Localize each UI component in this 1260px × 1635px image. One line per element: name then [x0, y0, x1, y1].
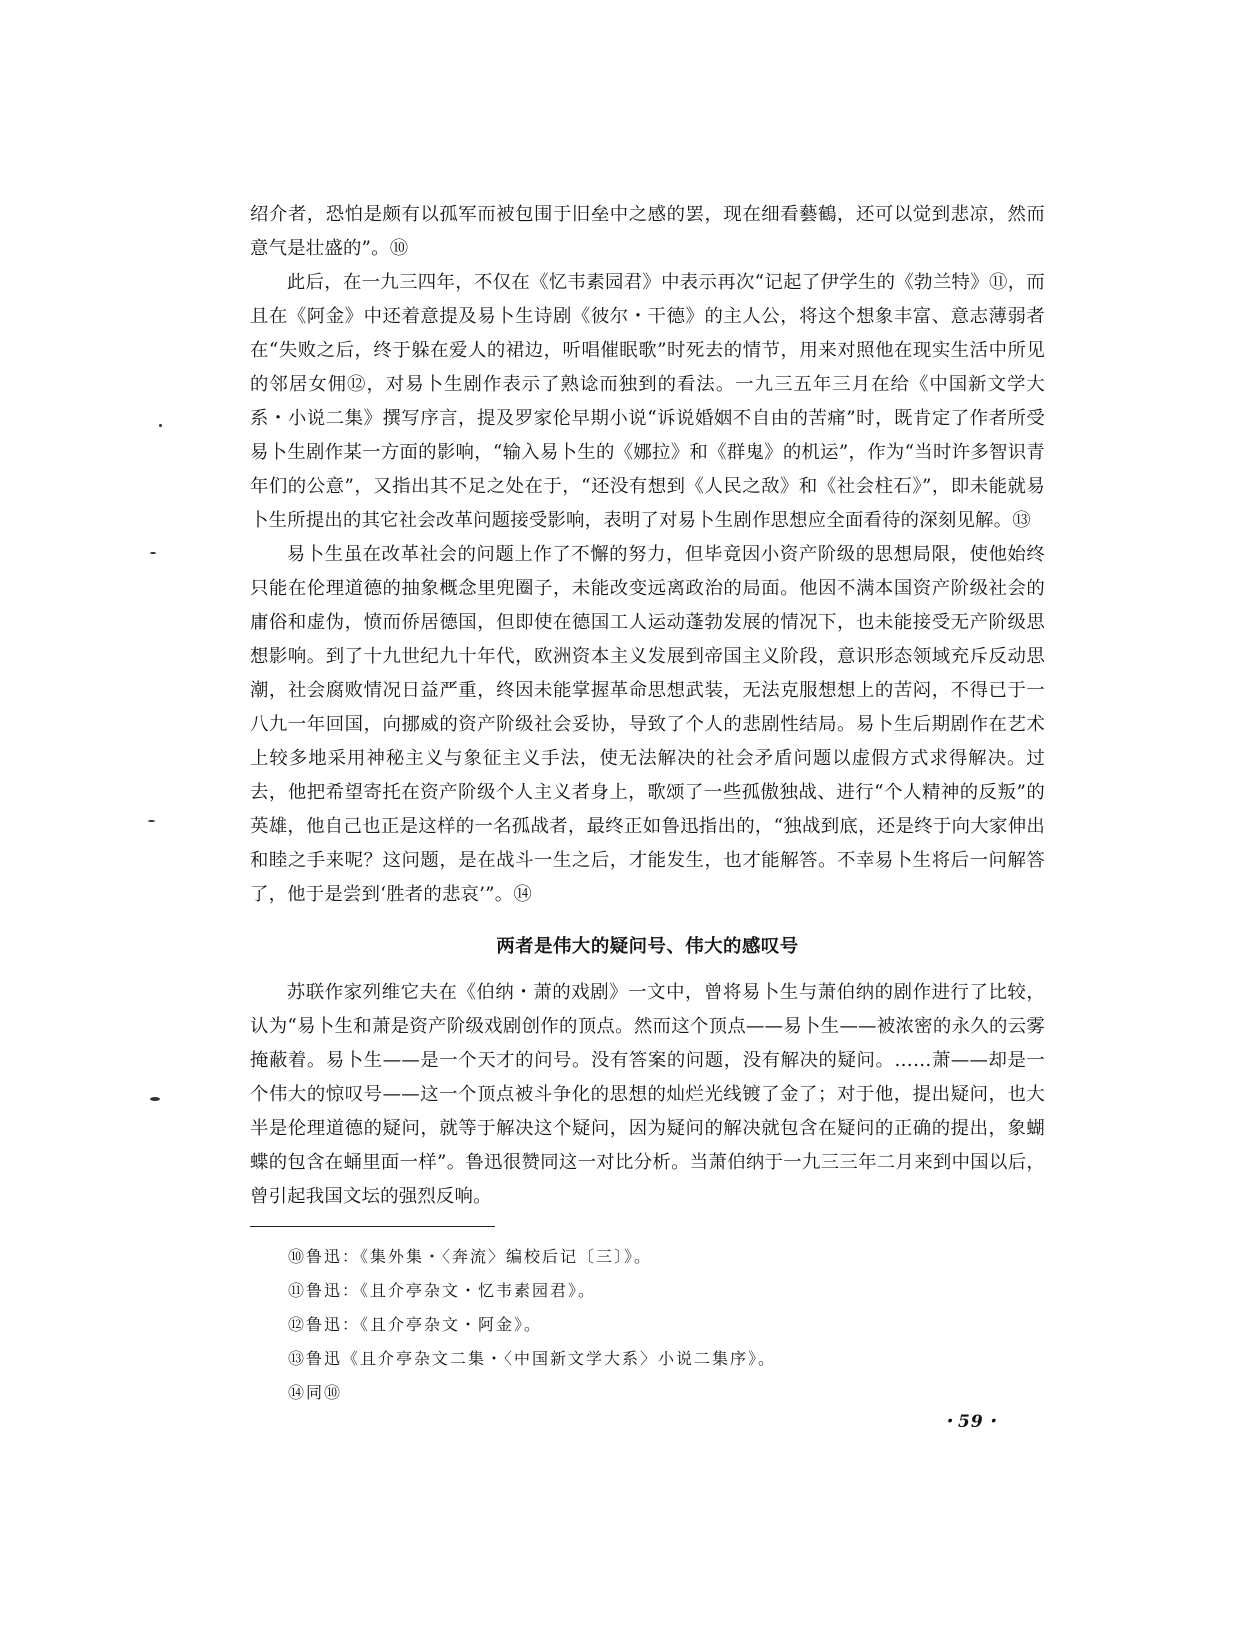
scan-speck — [159, 424, 162, 427]
footnotes — [288, 1240, 1028, 1410]
paragraph: 易卜生虽在改革社会的问题上作了不懈的努力，但毕竟因小资产阶级的思想局限，使他始终只能在伦理道德的抽象概念里兜圈子，未能改变远离政治的局面。他因不满本国资产阶级社会的庸俗和虚伪，愤而侨居德国，但即使在德国工人运动蓬勃发展的情况下，也未能接受无产阶级思想影响。到了十九世纪九十年代，欧洲资本主义发展到帝国主义阶段，意识形态领域充斥反动思潮，社会腐败情况日益严重，终因未能掌握革命思想武装，无法克服想想上的苦闷，不得已于一八九一年回国，向挪威的资产阶级社会妥协，导致了个人的悲剧性结局。易卜生后期剧作在艺术上较多地采用神秘主义与象征主义手法，使无法解决的社会矛盾问题以虚假方式求得解决。过去，他把希望寄托在资产阶级个人主义者身上，歌颂了一些孤傲独战、进行“个人精神的反叛”的英雄，他自己也正是这样的一名孤战者，最终正如鲁迅指出的，“独战到底，还是终于向大家伸出和睦之手来呢？这问题，是在战斗一生之后，才能发生，也才能解答。不幸易卜生将后一问解答了，他于是尝到‘胜者的悲哀’”。⑭ — [250, 544, 1045, 905]
scan-speck — [150, 552, 156, 554]
footnote: ⑬鲁迅《且介亭杂文二集・〈中国新文学大系〉小说二集序》。 — [288, 1349, 777, 1368]
footnote: ⑪鲁迅：《且介亭杂文・忆韦素园君》。 — [288, 1281, 597, 1300]
paragraph: 此后，在一九三四年，不仅在《忆韦素园君》中表示再次“记起了伊学生的《勃兰特》⑪，而且在《阿金》中还着意提及易卜生诗剧《彼尔・干德》的主人公，将这个想象丰富、意志薄弱者在“失败之后，终于躲在爱人的裙边，听唱催眠歌”时死去的情节，用来对照他在现实生活中所见的邻居女佣⑫，对易卜生剧作表示了熟谂而独到的看法。一九三五年三月在给《中国新文学大系・小说二集》撰写序言，提及罗家伦早期小说“诉说婚姻不自由的苦痛”时，既肯定了作者所受易卜生剧作某一方面的影响，“输入易卜生的《娜拉》和《群鬼》的机运”，作为“当时许多智识青年们的公意”，又指出其不足之处在于，“还没有想到《人民之敌》和《社会柱石》”，即未能就易卜生所提出的其它社会改革问题接受影响，表明了对易卜生剧作思想应全面看待的深刻见解。⑬ — [250, 272, 1045, 531]
paragraph: 苏联作家列维它夫在《伯纳・萧的戏剧》一文中，曾将易卜生与萧伯纳的剧作进行了比较，认为“易卜生和萧是资产阶级戏剧创作的顶点。然而这个顶点——易卜生——被浓密的永久的云雾掩蔽着。易卜生——是一个天才的问号。没有答案的问题，没有解决的疑问。……萧——却是一个伟大的惊叹号——这一个顶点被斗争化的思想的灿烂光线镀了金了；对于他，提出疑问，也大半是伦理道德的疑问，就等于解决这个疑问，因为疑问的解决就包含在疑问的正确的提出，象蝴蝶的包含在蛹里面一样”。鲁迅很赞同这一对比分析。当萧伯纳于一九三三年二月来到中国以后，曾引起我国文坛的强烈反响。 — [250, 982, 1045, 1207]
paragraph: 绍介者，恐怕是颇有以孤军而被包围于旧垒中之感的罢，现在细看藝鶴，还可以觉到悲凉，然而意气是壮盛的”。⑩ — [250, 204, 1045, 259]
section-heading: 两者是伟大的疑问号、伟大的感叹号 — [496, 936, 799, 957]
scan-speck — [148, 820, 155, 822]
footnote-divider — [250, 1226, 495, 1227]
body-text — [250, 198, 1045, 1214]
page-number: ・59・ — [940, 1412, 1002, 1432]
footnote: ⑩鲁迅：《集外集・〈奔流〉编校后记〔三〕》。 — [288, 1247, 653, 1266]
footnote: ⑫鲁迅：《且介亭杂文・阿金》。 — [288, 1315, 543, 1334]
scan-speck — [150, 1097, 160, 1101]
footnote: ⑭同⑩ — [288, 1383, 343, 1402]
